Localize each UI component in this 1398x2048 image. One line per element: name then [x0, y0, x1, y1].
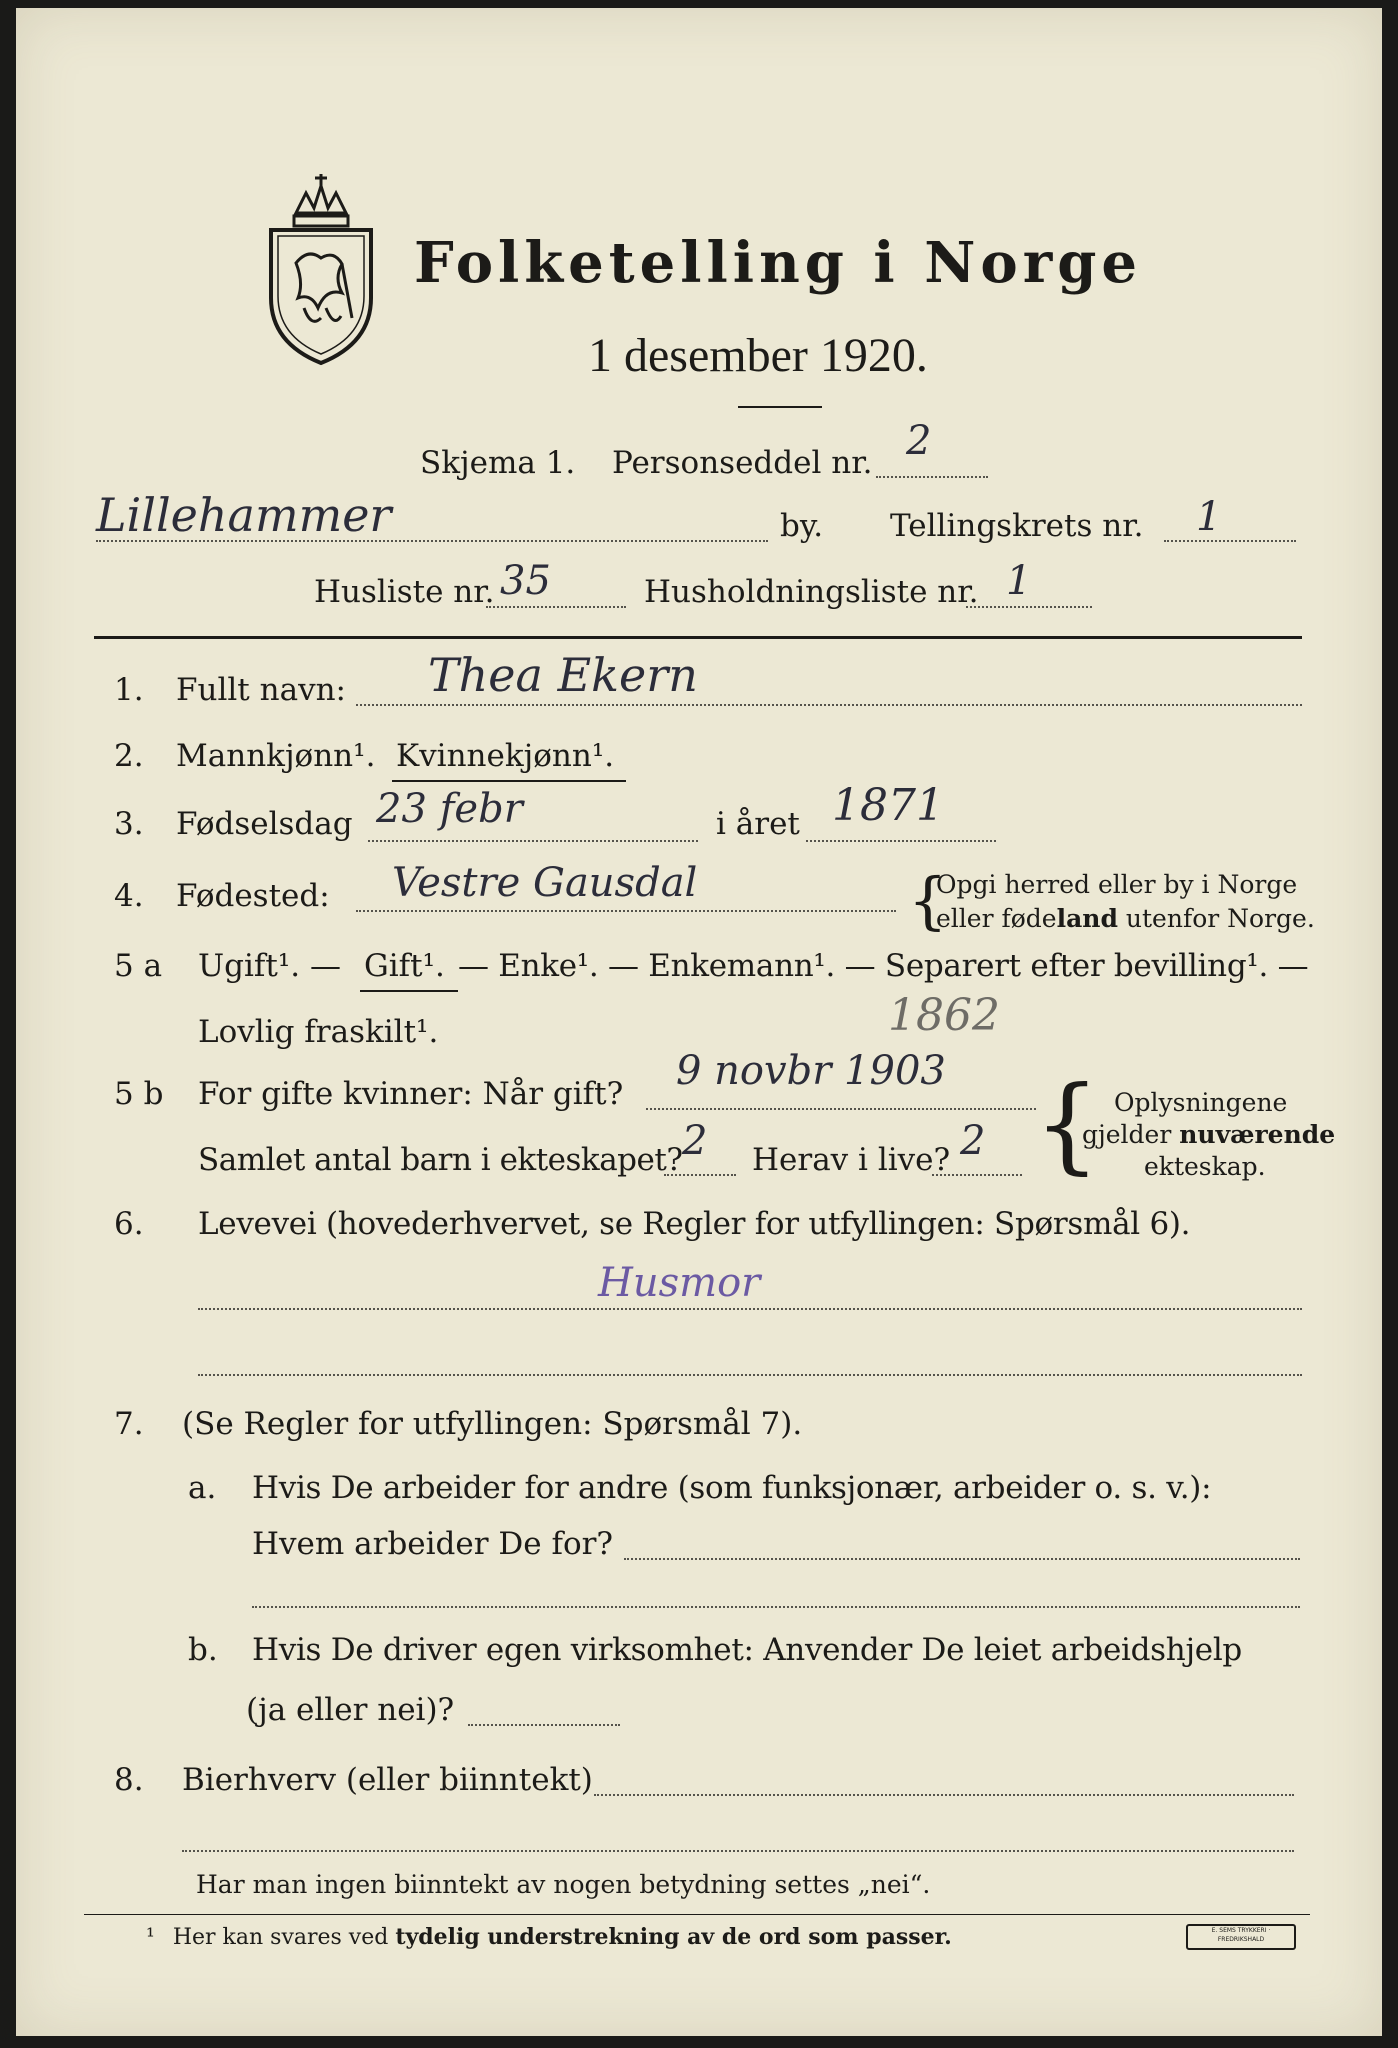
q1-label: Fullt navn:	[176, 672, 346, 708]
q7a-line1	[624, 1558, 1300, 1560]
q5b-note3: ekteskap.	[1144, 1152, 1266, 1181]
by-label: by.	[780, 508, 824, 544]
q8-line1	[594, 1794, 1294, 1796]
q7a-question: Hvem arbeider De for?	[252, 1526, 614, 1562]
header-rule	[94, 636, 1302, 639]
q4-value: Vestre Gausdal	[392, 860, 698, 906]
q5b-children-line	[664, 1174, 736, 1176]
q5b-children-value: 2	[682, 1118, 708, 1164]
q2-female: Kvinnekjønn¹.	[396, 738, 615, 774]
q5b-note2-b: nuværende	[1179, 1120, 1336, 1149]
skjema-label: Skjema 1.	[420, 445, 576, 481]
husliste-value: 35	[500, 558, 551, 604]
q7a-text: Hvis De arbeider for andre (som funksjonær, arbeider o. s. v.):	[252, 1470, 1212, 1506]
q8-line2	[182, 1850, 1294, 1852]
q4-number: 4.	[114, 878, 144, 914]
q3-value: 23 febr	[376, 786, 523, 832]
city-value: Lillehammer	[96, 488, 392, 542]
q5a-gift: Gift¹.	[364, 948, 445, 984]
husliste-label: Husliste nr.	[314, 574, 495, 610]
q4-label: Fødested:	[176, 878, 330, 914]
q7a-line2	[252, 1606, 1300, 1608]
q5b-note2-a: gjelder	[1082, 1120, 1180, 1149]
q6-line2	[198, 1374, 1302, 1376]
footnote-mark: ¹	[146, 1925, 155, 1950]
q3-line	[368, 840, 698, 842]
tellingskrets-value: 1	[1196, 494, 1222, 540]
q5b-alive-value: 2	[960, 1118, 986, 1164]
q3-year-label: i året	[716, 806, 800, 842]
q5b-number: 5 b	[114, 1076, 164, 1112]
q5b-children-label: Samlet antal barn i ekteskapet?	[198, 1142, 683, 1178]
q1-line	[356, 704, 1302, 706]
tellingskrets-label: Tellingskrets nr.	[890, 508, 1144, 544]
q6-label: Levevei (hovederhvervet, se Regler for utfyllingen: Spørsmål 6).	[198, 1206, 1191, 1242]
q5b-value: 9 novbr 1903	[676, 1048, 946, 1094]
q3-year-value: 1871	[832, 780, 944, 831]
q1-value: Thea Ekern	[428, 648, 698, 702]
q4-note-line1: Opgi herred eller by i Norge	[936, 870, 1298, 899]
q7a-letter: a.	[188, 1470, 217, 1506]
personseddel-value: 2	[906, 418, 932, 464]
footer-note: Har man ingen biinntekt av nogen betydning settes „nei“.	[196, 1870, 931, 1899]
q4-note-line2	[936, 904, 1315, 933]
husliste-line	[486, 606, 626, 608]
footnote-a: Her kan svares ved	[172, 1925, 396, 1950]
q1-number: 1.	[114, 672, 144, 708]
q5a-rest: — Enke¹. — Enkemann¹. — Separert efter bevilling¹. —	[458, 948, 1309, 984]
census-date: 1 desember 1920.	[588, 329, 928, 382]
q5b-line	[646, 1108, 1036, 1110]
q5b-note-brace: {	[1034, 1063, 1101, 1185]
q5b-alive-label: Herav i live?	[752, 1142, 951, 1178]
q5a-line2: Lovlig fraskilt¹.	[198, 1014, 439, 1050]
husholdning-value: 1	[1006, 558, 1032, 604]
q5b-label: For gifte kvinner: Når gift?	[198, 1076, 624, 1112]
personseddel-line	[876, 476, 988, 478]
q8-label: Bierhverv (eller biinntekt)	[182, 1762, 593, 1798]
q7-label: (Se Regler for utfyllingen: Spørsmål 7).	[182, 1406, 803, 1442]
q5a-annotation: 1862	[888, 990, 1000, 1041]
form-title: Folketelling i Norge	[414, 230, 1143, 296]
q4-note-brace: {	[908, 864, 948, 937]
footnote-divider	[84, 1914, 1310, 1915]
q4-line	[356, 910, 896, 912]
q5b-note1: Oplysningene	[1114, 1088, 1288, 1117]
q7b-letter: b.	[188, 1632, 218, 1668]
q7b-question: (ja eller nei)?	[246, 1692, 455, 1728]
printer-stamp: E. SEMS TRYKKERI · FREDRIKSHALD	[1186, 1924, 1296, 1950]
footnote-b: tydelig understrekning av de ord som passer.	[395, 1924, 952, 1950]
census-form-page	[16, 8, 1382, 2036]
personseddel-label: Personseddel nr.	[612, 445, 873, 481]
q2-male: Mannkjønn¹.	[176, 738, 376, 774]
husholdning-line	[966, 606, 1092, 608]
title-divider	[738, 406, 822, 408]
q7-number: 7.	[114, 1406, 144, 1442]
q4-note-line2-b: land	[1056, 904, 1118, 933]
q2-number: 2.	[114, 738, 144, 774]
husholdning-label: Husholdningsliste nr.	[644, 574, 979, 610]
tellingskrets-line	[1164, 540, 1296, 542]
q6-number: 6.	[114, 1206, 144, 1242]
q4-note-line2-a: eller føde	[936, 904, 1057, 933]
q3-number: 3.	[114, 806, 144, 842]
q3-label: Fødselsdag	[176, 806, 353, 842]
q5a-gift-underline	[360, 990, 458, 992]
footnote	[146, 1924, 952, 1950]
q3-year-line	[806, 840, 996, 842]
q5b-note2	[1082, 1120, 1335, 1149]
q8-number: 8.	[114, 1762, 144, 1798]
q5a-ugift: Ugift¹. —	[198, 948, 341, 984]
q4-note-line2-c: utenfor Norge.	[1117, 904, 1315, 933]
city-line	[96, 540, 768, 542]
q7b-line	[468, 1724, 620, 1726]
q5b-alive-line	[932, 1174, 1022, 1176]
q7b-text: Hvis De driver egen virksomhet: Anvender De leiet arbeidshjelp	[252, 1632, 1242, 1668]
norwegian-coat-of-arms-icon	[256, 168, 386, 368]
q6-value: Husmor	[598, 1260, 761, 1306]
q5a-number: 5 a	[114, 948, 163, 984]
q2-female-underline	[392, 780, 626, 782]
q6-line1	[198, 1308, 1302, 1310]
